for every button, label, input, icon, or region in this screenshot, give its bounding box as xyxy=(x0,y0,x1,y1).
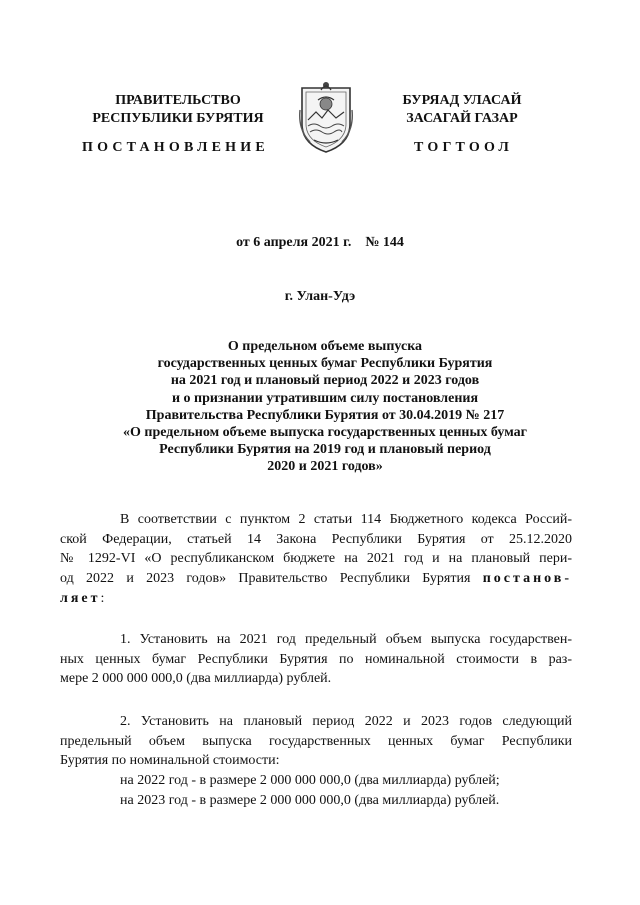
paragraph-line: 2. Установить на плановый период 2022 и 2023 годов следующий xyxy=(120,714,572,729)
document-date-line xyxy=(0,235,640,251)
paragraph-1 xyxy=(60,630,572,689)
document-date: от 6 апреля 2021 г. xyxy=(236,235,352,250)
paragraph-line: 1. Установить на 2021 год предельный объем выпуска государствен- xyxy=(120,632,572,647)
preamble-colon: : xyxy=(100,590,105,606)
header-right xyxy=(372,92,552,128)
paragraph-2 xyxy=(60,712,572,810)
title-line: государственных ценных бумаг Республики Бурятия xyxy=(157,356,493,372)
coat-of-arms-icon xyxy=(296,80,356,154)
preamble-paragraph xyxy=(60,510,572,608)
header-right-line1: БУРЯАД УЛАСАЙ xyxy=(402,93,522,108)
paragraph-line: Бурятия по номинальной стоимости: xyxy=(60,753,280,769)
paragraph-line xyxy=(60,589,572,609)
paragraph-line: предельный объем выпуска государственных ценных бумаг Республики xyxy=(60,733,572,749)
document-city: г. Улан-Удэ xyxy=(284,289,356,304)
title-line: и о признании утратившим силу постановления xyxy=(171,390,479,406)
title-line: О предельном объеме выпуска xyxy=(227,339,423,354)
paragraph-line: № 1292-VI «О республиканском бюджете на 2021 год и на плановый пери- xyxy=(60,551,572,567)
header-left-line2: РЕСПУБЛИКИ БУРЯТИЯ xyxy=(92,111,264,126)
paragraph-line: мере 2 000 000 000,0 (два миллиарда) рублей. xyxy=(60,671,332,687)
paragraph-line: на 2022 год - в размере 2 000 000 000,0 (два миллиарда) рублей; xyxy=(120,773,500,789)
header-right-line2: ЗАСАГАЙ ГАЗАР xyxy=(406,111,518,126)
doc-type-buryat: ТОГТООЛ xyxy=(414,140,514,155)
paragraph-line: ных ценных бумаг Республики Бурятия по номинальной стоимости в раз- xyxy=(60,651,572,667)
header-left-line1: ПРАВИТЕЛЬСТВО xyxy=(115,93,241,108)
title-line: Республики Бурятия на 2019 год и плановый период xyxy=(159,442,491,458)
paragraph-line xyxy=(60,569,572,589)
resolve-word-part2: ляет xyxy=(60,590,101,606)
paragraph-line: ской Федерации, статьей 14 Закона Республики Бурятия от 25.12.2020 xyxy=(60,531,572,547)
document-title xyxy=(60,338,590,476)
paragraph-line: В соответствии с пунктом 2 статьи 114 Бюджетного кодекса Россий- xyxy=(120,512,572,527)
paragraph-line: на 2023 год - в размере 2 000 000 000,0 (два миллиарда) рублей. xyxy=(120,792,500,808)
title-line: 2020 и 2021 годов» xyxy=(267,459,383,475)
title-line: «О предельном объеме выпуска государственных ценных бумаг xyxy=(122,425,527,441)
header-left xyxy=(78,92,278,128)
resolve-word-part1: постанов- xyxy=(482,571,573,587)
preamble-text: од 2022 и 2023 годов» Правительство Республики Бурятия xyxy=(60,571,471,587)
title-line: Правительства Республики Бурятия от 30.04.2019 № 217 xyxy=(145,407,505,423)
document-number: № 144 xyxy=(365,235,404,250)
title-line: на 2021 год и плановый период 2022 и 2023 годов xyxy=(170,373,480,389)
doc-type-russian: ПОСТАНОВЛЕНИЕ xyxy=(82,140,269,155)
